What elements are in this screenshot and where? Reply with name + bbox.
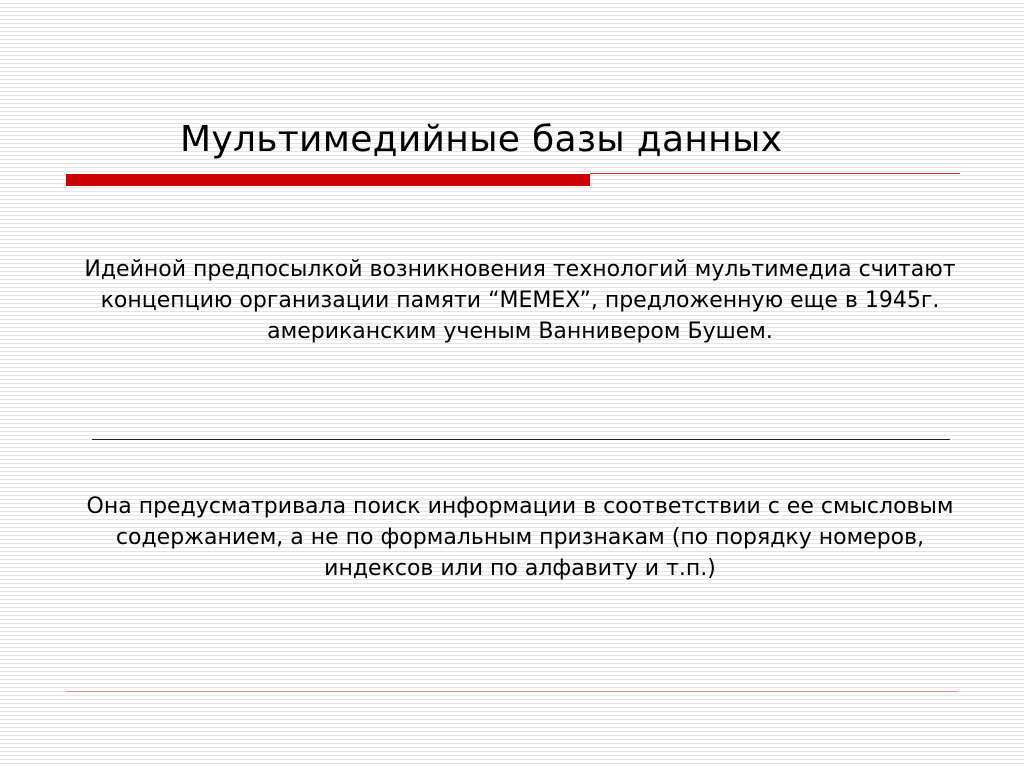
body-paragraph-search: Она предусматривала поиск информации в соответствии с ее смысловым содержанием, а не по формальным признакам (по порядку номеров, индексов или по алфавиту и т.п.): [86, 494, 954, 581]
slide-title: Мультимедийные базы данных: [180, 119, 783, 160]
title-accent-line: [590, 173, 960, 174]
footer-divider: [66, 691, 958, 692]
paragraph-separator: [92, 439, 950, 440]
title-accent-bar: [66, 174, 590, 186]
body-paragraph-memex: Идейной предпосылкой возникновения технологий мультимедиа считают концепцию организации памяти “MEMEX”, предложенную еще в 1945г. американским ученым Ваннивером Бушем.: [84, 257, 956, 344]
